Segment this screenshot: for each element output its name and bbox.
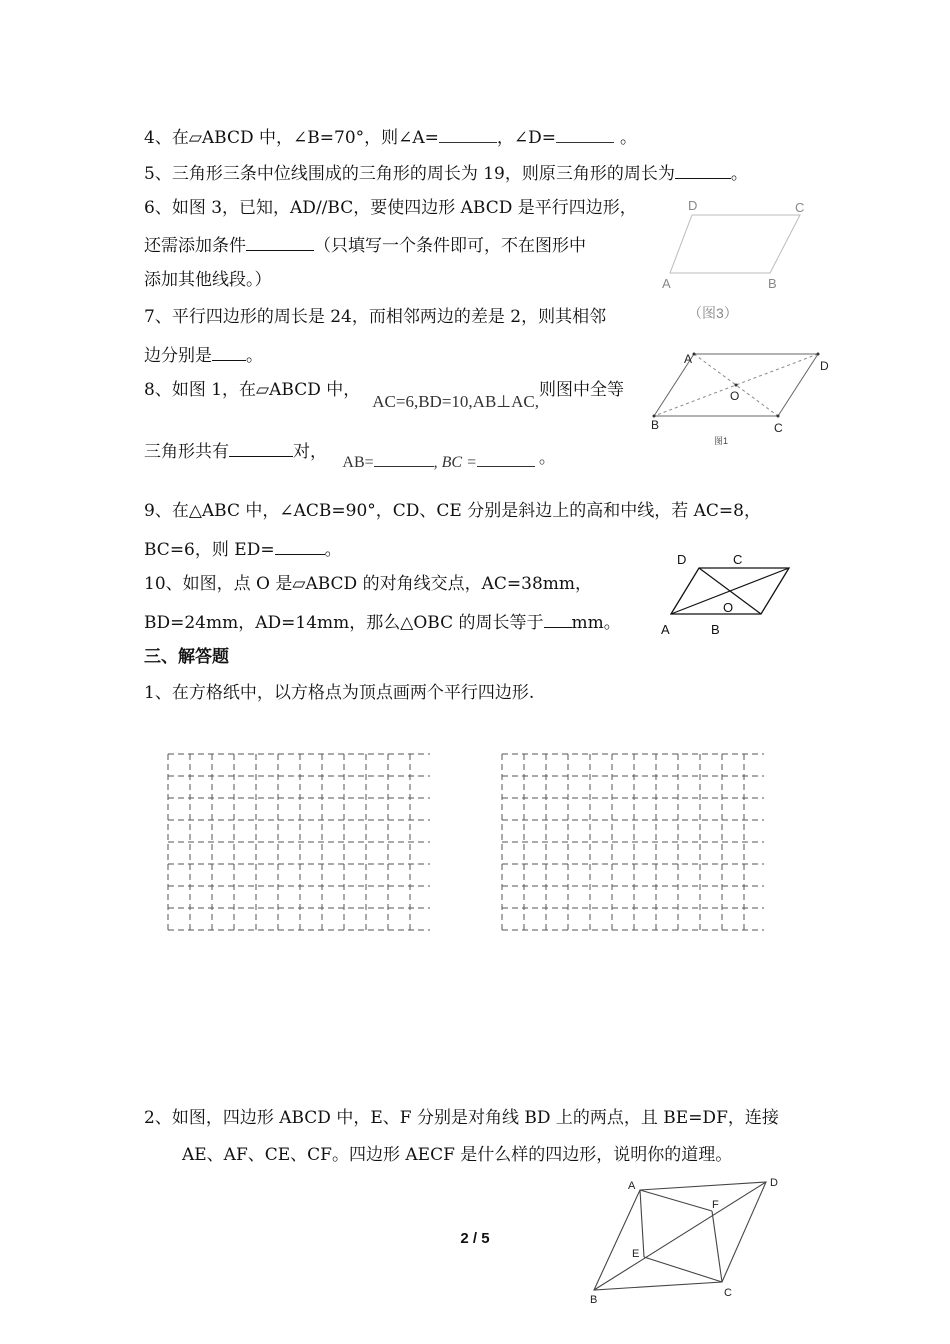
- label-a: A: [662, 276, 671, 291]
- label-e: E: [632, 1248, 640, 1260]
- question-7-line-1: 7、平行四边形的周长是 24，而相邻两边的差是 2，则其相邻: [144, 307, 607, 327]
- solve-question-2-line-2: AE、AF、CE、CF。四边形 AECF 是什么样的四边形，说明你的道理。: [182, 1145, 733, 1165]
- question-4: 4、在▱ABCD 中，∠B=70°，则∠A= ，∠D= 。: [144, 124, 637, 150]
- label-b: B: [711, 622, 720, 637]
- answer-blank[interactable]: [477, 448, 535, 467]
- answer-blank[interactable]: [439, 124, 497, 143]
- grid-paper-left[interactable]: [166, 752, 432, 932]
- parallelogram-symbol: ▱: [188, 128, 202, 148]
- parallelogram-symbol: ▱: [292, 574, 306, 594]
- question-6-line-3: 添加其他线段。）: [144, 270, 272, 290]
- question-7-line-2: 边分别是 。: [144, 342, 263, 368]
- section-heading: 三、解答题: [144, 647, 229, 667]
- solve-question-1: 1、在方格纸中，以方格点为顶点画两个平行四边形.: [144, 683, 535, 703]
- figure-3: [650, 195, 810, 335]
- question-6-line-2: 还需添加条件 （只填写一个条件即可，不在图形中: [144, 232, 586, 258]
- answer-blank[interactable]: [544, 609, 572, 628]
- label-b: B: [590, 1294, 598, 1306]
- condition-formula: AC=6,BD=10,AB⊥AC,: [372, 392, 539, 411]
- question-10-line-2: BD=24mm，AD=14mm，那么△OBC 的周长等于 mm。: [144, 609, 621, 635]
- formula-ab: AB=: [342, 454, 374, 471]
- question-8-line-2: 三角形共有 对， AB= , BC = 。: [144, 438, 556, 465]
- label-d: D: [770, 1177, 778, 1189]
- label-o: O: [723, 600, 734, 615]
- label-d: D: [688, 198, 698, 213]
- figure-1: [648, 348, 838, 448]
- label-a: A: [661, 622, 670, 637]
- question-9-line-2: BC=6，则 ED= 。: [144, 536, 342, 562]
- question-8-line-1: 8、如图 1，在▱ABCD 中，AC=6,BD=10,AB⊥AC,则图中全等: [144, 380, 624, 411]
- label-a: A: [684, 352, 693, 366]
- parallelogram-symbol: ▱: [256, 380, 270, 400]
- label-b: B: [651, 418, 660, 432]
- page-number: 2 / 5: [460, 1230, 490, 1247]
- label-o: O: [730, 389, 740, 403]
- label-b: B: [768, 276, 777, 291]
- label-f: F: [712, 1199, 719, 1211]
- grid-paper-right[interactable]: [500, 752, 766, 932]
- answer-blank[interactable]: [229, 438, 293, 457]
- answer-blank[interactable]: [675, 160, 731, 179]
- solve-question-2-line-1: 2、如图，四边形 ABCD 中，E、F 分别是对角线 BD 上的两点，且 BE=DF，连接: [144, 1108, 779, 1128]
- figure-caption: 图1: [714, 436, 729, 446]
- label-a: A: [628, 1180, 636, 1192]
- formula-bc: BC =: [441, 454, 477, 471]
- label-d: D: [677, 552, 687, 567]
- answer-blank[interactable]: [212, 342, 246, 361]
- question-5: 5、三角形三条中位线围成的三角形的周长为 19，则原三角形的周长为 。: [144, 160, 748, 186]
- answer-blank[interactable]: [246, 232, 314, 251]
- label-c: C: [733, 552, 743, 567]
- figure-q10: [655, 548, 805, 640]
- question-10-line-1: 10、如图，点 O 是▱ABCD 的对角线交点，AC=38mm，: [144, 574, 592, 594]
- figure-caption: （图3）: [688, 305, 738, 321]
- question-6-line-1: 6、如图 3，已知，AD//BC，要使四边形 ABCD 是平行四边形，: [144, 198, 637, 218]
- label-c: C: [774, 421, 783, 435]
- label-c: C: [724, 1287, 732, 1299]
- label-c: C: [795, 200, 805, 215]
- answer-blank[interactable]: [275, 536, 325, 555]
- question-9-line-1: 9、在△ABC 中，∠ACB=90°，CD、CE 分别是斜边上的高和中线，若 AC=8，: [144, 501, 761, 521]
- answer-blank[interactable]: [374, 448, 434, 467]
- answer-blank[interactable]: [556, 124, 614, 143]
- label-d: D: [820, 359, 829, 373]
